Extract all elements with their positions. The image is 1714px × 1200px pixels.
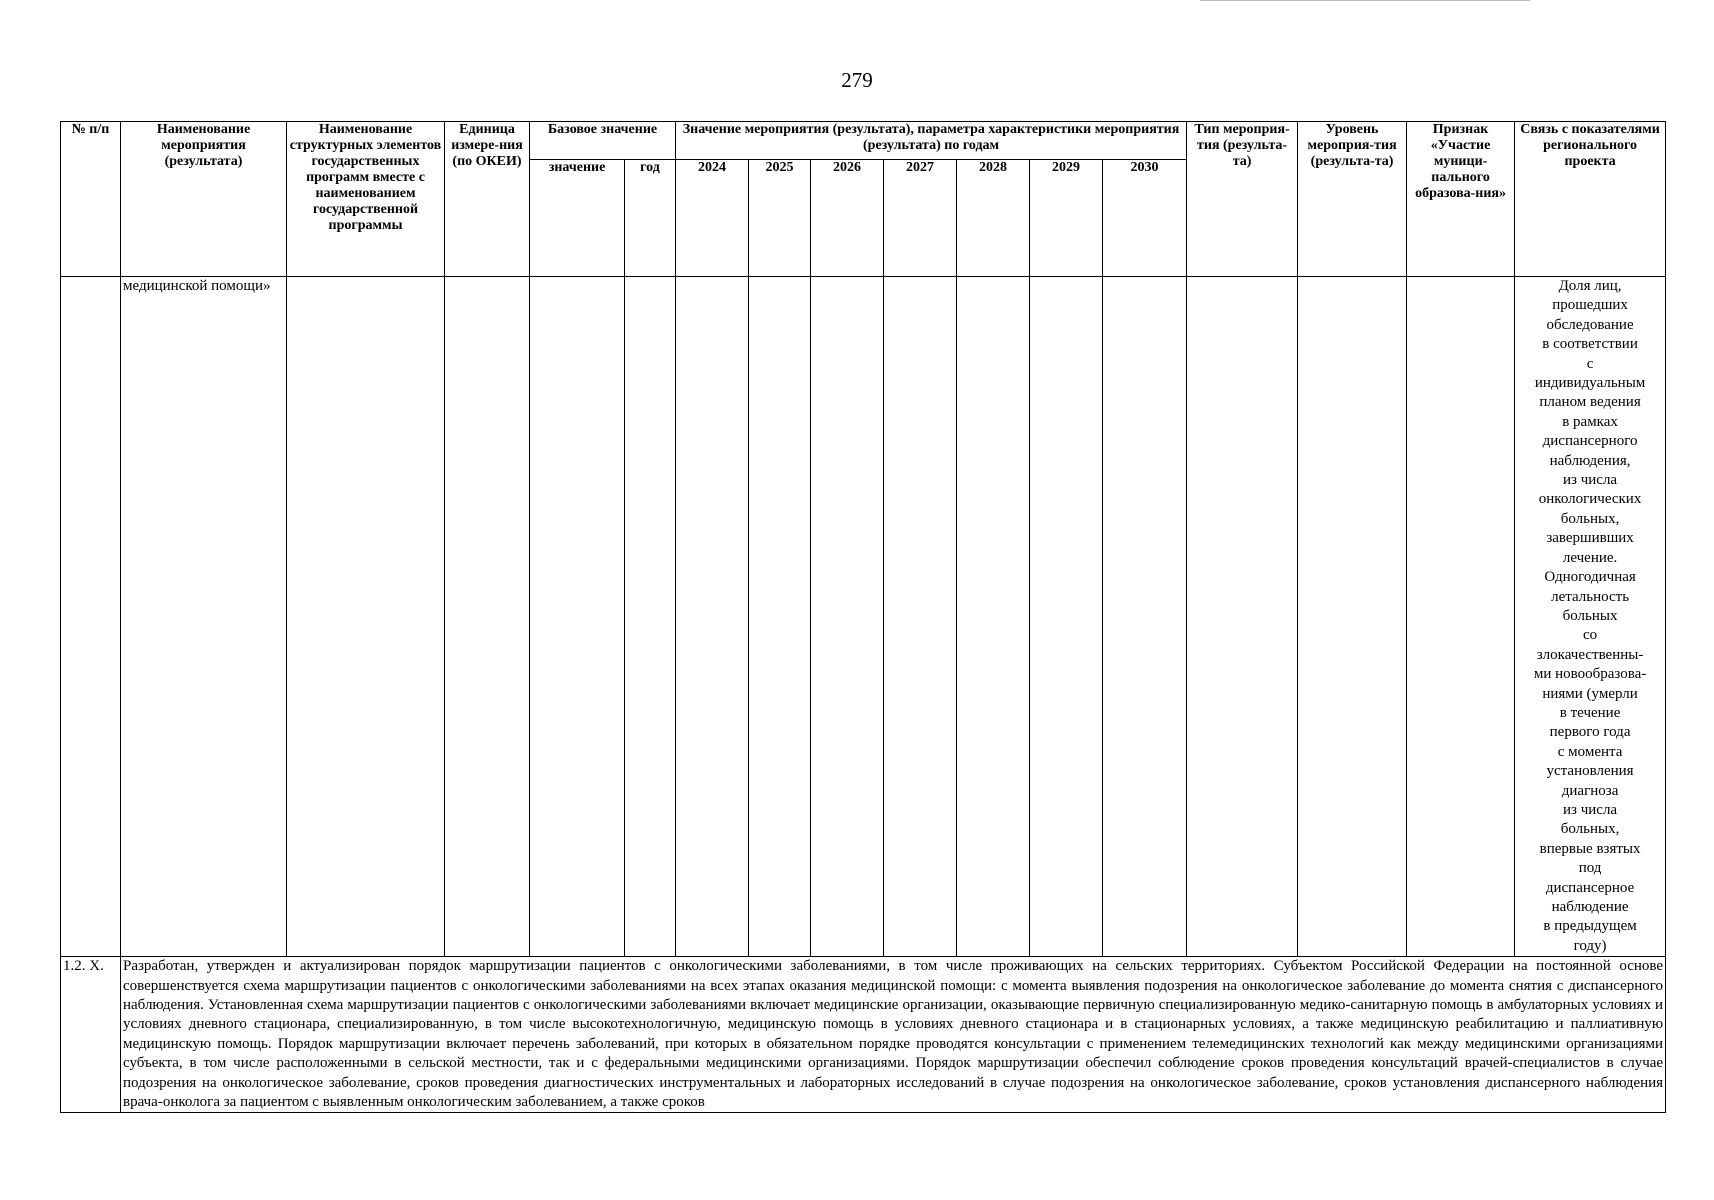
link-line: установления — [1546, 763, 1634, 780]
link-line: наблюдение — [1551, 899, 1629, 915]
header-year-2028: 2028 — [957, 160, 1030, 277]
link-line: первого года — [1549, 724, 1631, 741]
header-base: Базовое значение — [530, 122, 676, 160]
link-line: из числа — [1563, 801, 1618, 818]
header-base-value: значение — [530, 160, 625, 277]
link-line: наблюдения, — [1549, 452, 1631, 469]
cell-base-year — [625, 277, 676, 957]
link-line: онкологических — [1538, 491, 1642, 508]
link-line: диспансерного — [1542, 433, 1638, 450]
header-link: Связь с показателями регионального проекта — [1515, 122, 1666, 277]
cell-year-2027 — [884, 277, 957, 957]
link-line: завершивших — [1546, 530, 1634, 547]
link-line: летальность — [1551, 588, 1630, 605]
link-line: злокачественны- — [1536, 646, 1644, 663]
header-values-group: Значение мероприятия (результата), параметра характеристики мероприятия (результата) по годам — [676, 122, 1187, 160]
page-number: 279 — [841, 68, 873, 92]
link-line: Одногодичная — [1544, 569, 1636, 586]
header-unit: Единица измере-ния (по ОКЕИ) — [445, 122, 530, 277]
link-line: диагноза — [1561, 782, 1619, 799]
header-year-2025: 2025 — [749, 160, 811, 277]
link-line: году) — [1573, 937, 1607, 954]
table-row — [61, 957, 1666, 1113]
cell-num: 1.2. X. — [61, 957, 121, 1113]
cell-description: Разработан, утвержден и актуализирован порядок маршрутизации пациентов с онкологическими заболеваниями, в том числе проживающих на сельских территориях. Субъектом Российской Федерации на постоянной основе совершенствуется схема маршрутизации пациентов с онкологическими заболеваниями на всех этапах оказания медицинской помощи: с момента выявления подозрения на онкологическое заболевание до момента снятия с диспансерного наблюдения. Установленная схема маршрутизации пациентов с онкологическими заболеваниями включает медицинские организации, оказывающие первичную специализированную медико-санитарную помощь в амбулаторных условиях и условиях дневного стационара, специализированную, в том числе высокотехнологичную, медицинскую помощь в условиях дневного стационара и в стационарных условиях, а также медицинскую реабилитацию и паллиативную медицинскую помощь. Порядок маршрутизации включает перечень заболеваний, при которых в обязательном порядке проводятся консультации с применением телемедицинских технологий как между медицинскими организациями субъекта, в том числе расположенными в сельской местности, так и с федеральными медицинскими организациями. Порядок маршрутизации обеспечил соблюдение сроков проведения консультаций врачей-специалистов в случае подозрения на онкологическое заболевание, сроков проведения диагностических инструментальных и лабораторных исследований в случае подозрения на онкологическое заболевание, сроков установления диспансерного наблюдения врача-онколога за пациентом с выявленным онкологическим заболеванием, а также сроков — [121, 957, 1666, 1113]
header-municipal: Признак «Участие муници-пального образова-ния» — [1407, 122, 1515, 277]
header-struct: Наименование структурных элементов государственных программ вместе с наименованием государственной программы — [287, 122, 445, 277]
header-type: Тип мероприя-тия (результа-та) — [1187, 122, 1298, 277]
link-line: со — [1582, 627, 1598, 644]
header-year-2027: 2027 — [884, 160, 957, 277]
cell-year-2026 — [811, 277, 884, 957]
cell-year-2030 — [1103, 277, 1187, 957]
cell-year-2025 — [749, 277, 811, 957]
cell-link — [1515, 277, 1666, 957]
header-level: Уровень мероприя-тия (результа-та) — [1298, 122, 1407, 277]
link-line: в соответствии — [1542, 336, 1638, 353]
table-row — [61, 277, 1666, 957]
link-line: диспансерное — [1545, 879, 1635, 896]
header-year-2024: 2024 — [676, 160, 749, 277]
link-line: в предыдущем — [1543, 918, 1637, 935]
link-line: больных — [1562, 607, 1618, 624]
cell-num — [61, 277, 121, 957]
link-line: в течение — [1559, 704, 1621, 721]
measures-table — [60, 121, 1666, 1113]
cell-municipal — [1407, 277, 1515, 957]
header-year-2030: 2030 — [1103, 160, 1187, 277]
cell-unit — [445, 277, 530, 957]
cell-level — [1298, 277, 1407, 957]
cell-struct — [287, 277, 445, 957]
link-line: с — [1586, 355, 1594, 372]
link-line: под — [1578, 860, 1602, 877]
link-line: больных, — [1560, 510, 1620, 527]
cell-year-2024 — [676, 277, 749, 957]
link-line: прошедших — [1552, 297, 1628, 314]
link-line: в рамках — [1562, 413, 1618, 430]
link-line: ми новообразова- — [1533, 666, 1647, 683]
link-line: впервые взятых — [1539, 840, 1641, 857]
scan-edge-line — [1200, 0, 1530, 1]
header-base-year: год — [625, 160, 676, 277]
header-num: № п/п — [61, 122, 121, 277]
link-line: индивидуальным — [1534, 375, 1646, 392]
cell-name: медицинской помощи» — [121, 277, 287, 957]
cell-type — [1187, 277, 1298, 957]
cell-year-2029 — [1030, 277, 1103, 957]
header-year-2029: 2029 — [1030, 160, 1103, 277]
link-line: из числа — [1563, 472, 1618, 489]
link-line: обследование — [1546, 316, 1634, 333]
link-line: Доля лиц, — [1558, 278, 1622, 294]
cell-base-value — [530, 277, 625, 957]
link-line: лечение. — [1562, 549, 1618, 566]
link-line: планом ведения — [1539, 394, 1641, 411]
link-line: больных, — [1560, 821, 1620, 838]
link-line: ниями (умерли — [1542, 685, 1638, 702]
link-line: с момента — [1557, 743, 1623, 760]
header-year-2026: 2026 — [811, 160, 884, 277]
cell-year-2028 — [957, 277, 1030, 957]
header-name: Наименование мероприятия (результата) — [121, 122, 287, 277]
